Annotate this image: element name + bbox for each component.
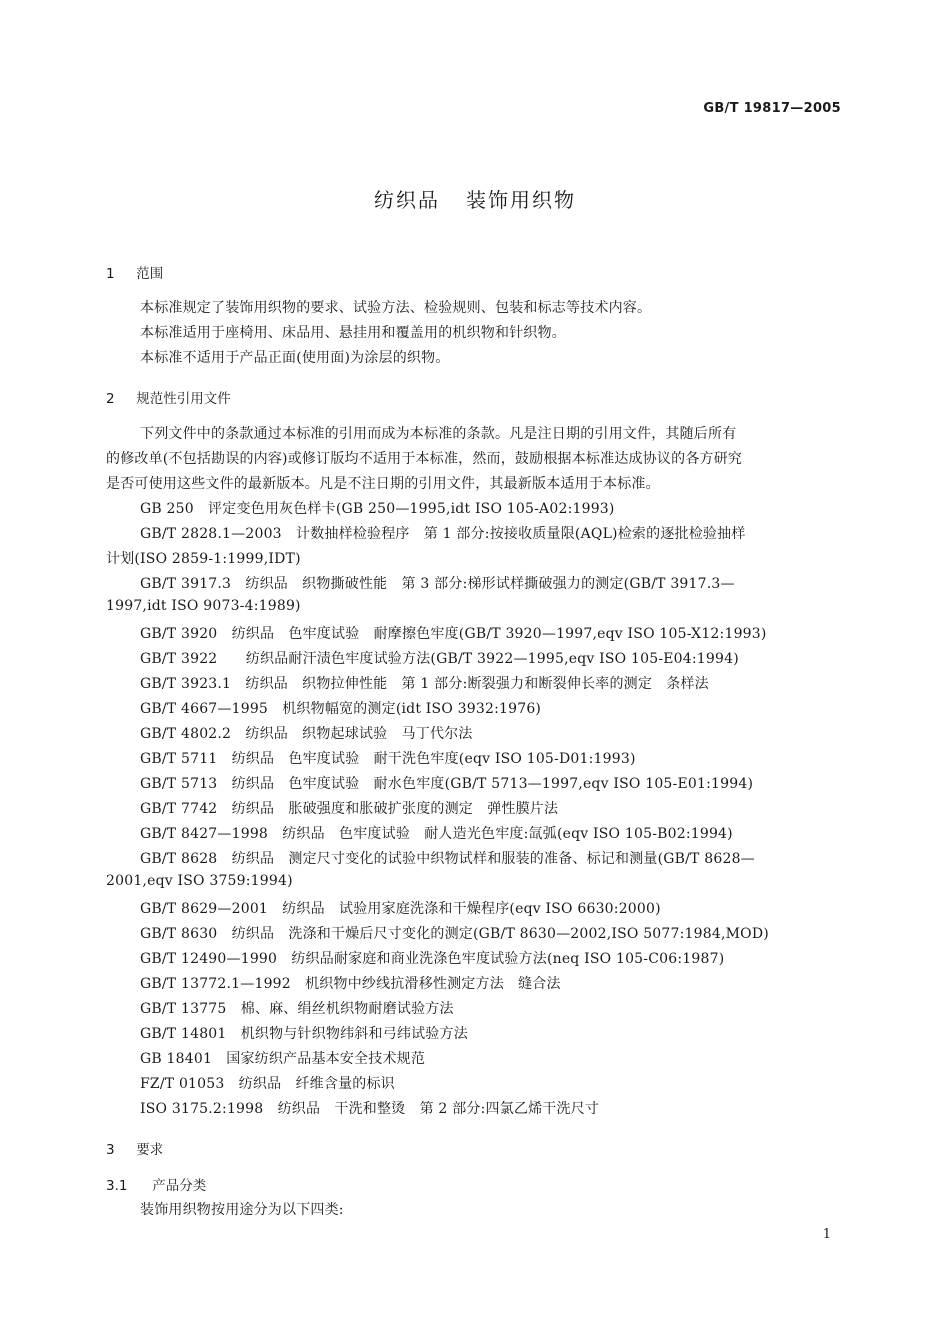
reference-item: GB/T 4667—1995 机织物幅宽的测定(idt ISO 3932:1976) bbox=[140, 701, 542, 717]
reference-item: GB/T 8628 纺织品 测定尺寸变化的试验中织物试样和服装的准备、标记和测量(GB/T 8628— bbox=[140, 851, 755, 867]
reference-item: GB/T 7742 纺织品 胀破强度和胀破扩张度的测定 弹性膜片法 bbox=[140, 801, 559, 817]
reference-item: GB 18401 国家纺织产品基本安全技术规范 bbox=[140, 1051, 426, 1067]
paragraph: 本标准规定了装饰用织物的要求、试验方法、检验规则、包装和标志等技术内容。 bbox=[140, 300, 652, 316]
reference-item-continuation: 1997,idt ISO 9073-4:1989) bbox=[106, 598, 301, 614]
paragraph-line: 下列文件中的条款通过本标准的引用而成为本标准的条款。凡是注日期的引用文件，其随后所有 bbox=[140, 426, 737, 442]
reference-item: GB/T 4802.2 纺织品 织物起球试验 马丁代尔法 bbox=[140, 726, 473, 742]
section-title: 产品分类 bbox=[152, 1178, 207, 1194]
reference-item: GB/T 14801 机织物与针织物纬斜和弓纬试验方法 bbox=[140, 1026, 468, 1042]
reference-item: GB/T 5713 纺织品 色牢度试验 耐水色牢度(GB/T 5713—1997,eqv ISO 105-E01:1994) bbox=[140, 776, 754, 792]
reference-item: GB/T 3923.1 纺织品 织物拉伸性能 第 1 部分:断裂强力和断裂伸长率的测定 条样法 bbox=[140, 676, 709, 692]
reference-item: GB/T 8630 纺织品 洗涤和干燥后尺寸变化的测定(GB/T 8630—2002,ISO 5077:1984,MOD) bbox=[140, 926, 769, 942]
section-number: 3 bbox=[106, 1142, 115, 1158]
section-title: 规范性引用文件 bbox=[136, 391, 231, 407]
reference-item: FZ/T 01053 纺织品 纤维含量的标识 bbox=[140, 1076, 395, 1092]
reference-item: GB/T 8427—1998 纺织品 色牢度试验 耐人造光色牢度:氙弧(eqv ISO 105-B02:1994) bbox=[140, 826, 733, 842]
reference-item: GB/T 12490—1990 纺织品耐家庭和商业洗涤色牢度试验方法(neq ISO 105-C06:1987) bbox=[140, 951, 725, 967]
title-part-2: 装饰用织物 bbox=[466, 188, 576, 212]
reference-item: GB/T 3922 纺织品耐汗渍色牢度试验方法(GB/T 3922—1995,eqv ISO 105-E04:1994) bbox=[140, 651, 739, 667]
paragraph: 装饰用织物按用途分为以下四类: bbox=[140, 1202, 344, 1218]
reference-item: GB/T 3917.3 纺织品 织物撕破性能 第 3 部分:梯形试样撕破强力的测定(GB/T 3917.3— bbox=[140, 576, 735, 592]
reference-item: GB/T 13772.1—1992 机织物中纱线抗滑移性测定方法 缝合法 bbox=[140, 976, 561, 992]
section-3-1-heading bbox=[106, 1174, 206, 1194]
reference-item-continuation: 计划(ISO 2859-1:1999,IDT) bbox=[106, 551, 301, 567]
paragraph-line: 的修改单(不包括勘误的内容)或修订版均不适用于本标准，然而，鼓励根据本标准达成协议的各方研究 bbox=[106, 451, 743, 467]
section-1-heading bbox=[106, 262, 163, 282]
paragraph-line: 是否可使用这些文件的最新版本。凡是不注日期的引用文件，其最新版本适用于本标准。 bbox=[106, 476, 660, 492]
document-title bbox=[0, 184, 950, 213]
reference-item: GB/T 8629—2001 纺织品 试验用家庭洗涤和干燥程序(eqv ISO 6630:2000) bbox=[140, 901, 661, 917]
title-part-1: 纺织品 bbox=[374, 188, 440, 212]
section-number: 1 bbox=[106, 266, 115, 282]
standard-code: GB/T 19817—2005 bbox=[703, 101, 841, 116]
section-2-heading bbox=[106, 387, 231, 407]
paragraph: 本标准不适用于产品正面(使用面)为涂层的织物。 bbox=[140, 350, 450, 366]
section-title: 要求 bbox=[136, 1142, 164, 1158]
section-number: 2 bbox=[106, 391, 115, 407]
section-title: 范围 bbox=[136, 266, 164, 282]
section-number: 3.1 bbox=[106, 1178, 128, 1194]
reference-item: GB/T 5711 纺织品 色牢度试验 耐干洗色牢度(eqv ISO 105-D01:1993) bbox=[140, 751, 636, 767]
reference-item-continuation: 2001,eqv ISO 3759:1994) bbox=[106, 873, 293, 889]
reference-item: GB/T 2828.1—2003 计数抽样检验程序 第 1 部分:按接收质量限(AQL)检索的逐批检验抽样 bbox=[140, 526, 746, 542]
reference-item: GB 250 评定变色用灰色样卡(GB 250—1995,idt ISO 105-A02:1993) bbox=[140, 501, 615, 517]
reference-item: GB/T 13775 棉、麻、绢丝机织物耐磨试验方法 bbox=[140, 1001, 454, 1017]
page-number: 1 bbox=[822, 1227, 831, 1242]
reference-item: GB/T 3920 纺织品 色牢度试验 耐摩擦色牢度(GB/T 3920—1997,eqv ISO 105-X12:1993) bbox=[140, 626, 767, 642]
reference-item: ISO 3175.2:1998 纺织品 干洗和整烫 第 2 部分:四氯乙烯干洗尺寸 bbox=[140, 1101, 600, 1117]
section-3-heading bbox=[106, 1138, 163, 1158]
paragraph: 本标准适用于座椅用、床品用、悬挂用和覆盖用的机织物和针织物。 bbox=[140, 325, 566, 341]
